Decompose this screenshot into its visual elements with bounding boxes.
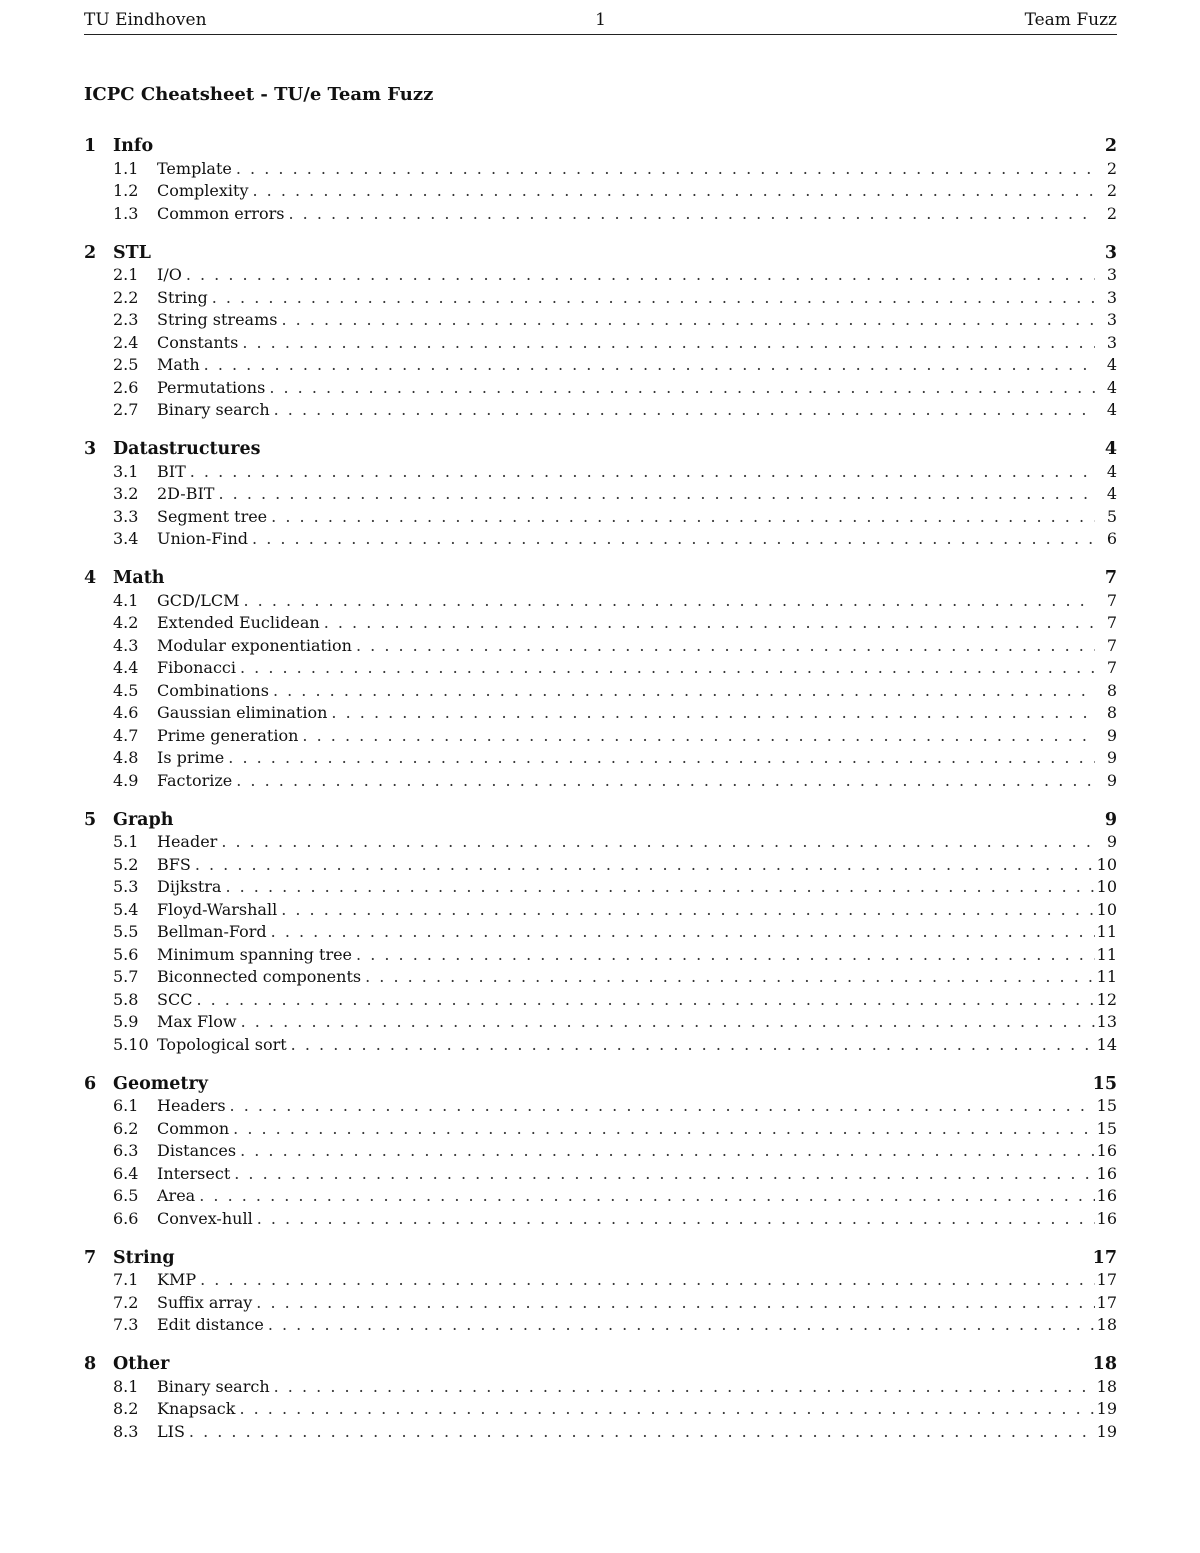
toc-subsection-entry[interactable] <box>84 483 1117 506</box>
document-title: ICPC Cheatsheet - TU/e Team Fuzz <box>84 84 434 105</box>
toc-subsection-title: SCC <box>157 989 193 1009</box>
toc-dot-leader <box>242 332 1095 355</box>
toc-subsection-entry[interactable] <box>84 332 1117 355</box>
toc-subsection-number: 4.5 <box>113 680 139 700</box>
toc-section-number: 5 <box>84 809 97 830</box>
toc-subsection-page: 10 <box>1096 899 1117 919</box>
toc-dot-leader <box>236 158 1095 181</box>
toc-subsection-number: 6.1 <box>113 1096 139 1115</box>
toc-subsection-number: 2.5 <box>113 355 139 374</box>
toc-dot-leader <box>289 203 1096 226</box>
toc-dot-leader <box>324 612 1095 635</box>
toc-subsection-number: 8.2 <box>113 1399 139 1418</box>
toc-subsection-entry[interactable] <box>84 354 1117 377</box>
toc-subsection-number: 1.3 <box>113 203 139 223</box>
toc-subsection-page: 4 <box>1106 355 1117 374</box>
toc-section-page: 2 <box>1104 136 1117 156</box>
toc-subsection-title: Permutations <box>157 377 266 397</box>
toc-subsection-page: 19 <box>1096 1399 1117 1418</box>
toc-subsection-entry[interactable] <box>84 1269 1117 1292</box>
toc-subsection-title: Gaussian elimination <box>157 703 328 722</box>
toc-subsection-page: 2 <box>1106 203 1117 223</box>
toc-subsection-entry[interactable] <box>84 264 1117 287</box>
toc-subsection-number: 4.7 <box>113 725 139 745</box>
toc-subsection-title: Complexity <box>157 181 249 200</box>
toc-subsection-page: 3 <box>1106 265 1117 284</box>
toc-subsection-page: 5 <box>1106 506 1117 526</box>
toc-subsection-title: Header <box>157 832 218 851</box>
toc-subsection-title: Knapsack <box>157 1399 236 1418</box>
toc-subsection-title: Topological sort <box>157 1034 287 1054</box>
toc-subsection-entry[interactable] <box>84 1208 1117 1231</box>
toc-dot-leader <box>302 725 1095 748</box>
toc-subsection-number: 8.3 <box>113 1421 139 1441</box>
toc-subsection-entry[interactable] <box>84 854 1117 877</box>
toc-subsection-entry[interactable] <box>84 944 1117 967</box>
toc-subsection-page: 2 <box>1106 181 1117 200</box>
toc-section-entry[interactable] <box>84 1353 1117 1376</box>
toc-subsection-number: 5.4 <box>113 899 139 919</box>
header-institution: TU Eindhoven <box>84 10 207 30</box>
toc-dot-leader <box>252 180 1095 203</box>
toc-subsection-number: 5.1 <box>113 832 139 851</box>
toc-dot-leader <box>244 590 1096 613</box>
toc-subsection-number: 5.6 <box>113 944 139 964</box>
toc-subsection-entry[interactable] <box>84 1185 1117 1208</box>
toc-dot-leader <box>186 264 1095 287</box>
toc-dot-leader <box>234 1163 1095 1186</box>
toc-dot-leader <box>281 309 1095 332</box>
toc-dot-leader <box>239 1398 1095 1421</box>
toc-subsection-page: 3 <box>1106 287 1117 307</box>
toc-subsection-page: 17 <box>1096 1270 1117 1289</box>
toc-section-number: 1 <box>84 136 97 156</box>
toc-subsection-entry[interactable] <box>84 528 1117 551</box>
toc-dot-leader <box>240 657 1095 680</box>
toc-section-entry[interactable] <box>84 1073 1117 1096</box>
toc-subsection-page: 11 <box>1096 922 1117 941</box>
toc-subsection-page: 3 <box>1106 332 1117 352</box>
toc-subsection-page: 15 <box>1096 1118 1117 1138</box>
toc-dot-leader <box>269 377 1095 400</box>
toc-subsection-title: Dijkstra <box>157 877 222 896</box>
toc-subsection-page: 8 <box>1106 680 1117 700</box>
page-header <box>84 8 1117 35</box>
toc-subsection-entry[interactable] <box>84 989 1117 1012</box>
toc-section-page: 15 <box>1092 1073 1117 1094</box>
toc-subsection-entry[interactable] <box>84 702 1117 725</box>
toc-section <box>84 242 1117 422</box>
toc-subsection-number: 4.6 <box>113 703 139 722</box>
toc-dot-leader <box>281 899 1095 922</box>
toc-section <box>84 809 1117 1057</box>
toc-subsection-number: 5.5 <box>113 922 139 941</box>
toc-subsection-entry[interactable] <box>84 635 1117 658</box>
toc-subsection-page: 10 <box>1096 854 1117 874</box>
toc-subsection-number: 8.1 <box>113 1376 139 1396</box>
toc-dot-leader <box>268 1314 1095 1337</box>
toc-subsection-number: 2.7 <box>113 400 139 419</box>
toc-subsection-title: Biconnected components <box>157 967 362 986</box>
toc-section-title: Datastructures <box>113 439 261 459</box>
toc-subsection-number: 4.3 <box>113 635 139 655</box>
toc-subsection-title: Math <box>157 355 200 374</box>
toc-section-page: 3 <box>1104 242 1117 263</box>
toc-subsection-number: 3.2 <box>113 484 139 503</box>
toc-subsection-number: 7.2 <box>113 1292 139 1312</box>
toc-section-page: 4 <box>1104 439 1117 459</box>
toc-subsection-entry[interactable] <box>84 506 1117 529</box>
toc-dot-leader <box>256 1292 1095 1315</box>
toc-subsection-number: 7.1 <box>113 1270 139 1289</box>
toc-subsection-page: 16 <box>1096 1163 1117 1183</box>
toc-subsection-title: Is prime <box>157 748 225 767</box>
toc-subsection-title: Union-Find <box>157 529 249 548</box>
toc-section-number: 8 <box>84 1354 97 1374</box>
toc-subsection-entry[interactable] <box>84 1292 1117 1315</box>
toc-section-title: Math <box>113 568 165 588</box>
toc-section-number: 4 <box>84 568 97 588</box>
toc-subsection-title: Constants <box>157 332 239 352</box>
toc-subsection-number: 6.4 <box>113 1163 139 1183</box>
toc-subsection-number: 5.8 <box>113 989 139 1009</box>
toc-subsection-title: LIS <box>157 1421 185 1441</box>
toc-section <box>84 438 1117 551</box>
toc-subsection-title: Binary search <box>157 400 270 419</box>
toc-subsection-number: 2.1 <box>113 265 139 284</box>
toc-subsection-number: 2.4 <box>113 332 139 352</box>
toc-subsection-title: Prime generation <box>157 725 299 745</box>
toc-section-entry[interactable] <box>84 438 1117 461</box>
toc-section-number: 3 <box>84 439 97 459</box>
toc-subsection-number: 2.3 <box>113 310 139 329</box>
toc-subsection-entry[interactable] <box>84 966 1117 989</box>
toc-dot-leader <box>228 747 1095 770</box>
toc-subsection-page: 9 <box>1106 832 1117 851</box>
toc-subsection-entry[interactable] <box>84 1095 1117 1118</box>
toc-subsection-page: 12 <box>1096 989 1117 1009</box>
toc-dot-leader <box>218 483 1095 506</box>
toc-subsection-entry[interactable] <box>84 1314 1117 1337</box>
toc-subsection-page: 4 <box>1106 400 1117 419</box>
toc-subsection-entry[interactable] <box>84 876 1117 899</box>
toc-subsection-page: 9 <box>1106 725 1117 745</box>
toc-subsection-number: 6.3 <box>113 1141 139 1160</box>
toc-section-title: Other <box>113 1354 170 1374</box>
toc-section-entry[interactable] <box>84 1247 1117 1270</box>
toc-subsection-title: Floyd-Warshall <box>157 899 278 919</box>
toc-subsection-title: KMP <box>157 1270 197 1289</box>
toc-section <box>84 567 1117 792</box>
toc-subsection-number: 5.3 <box>113 877 139 896</box>
toc-subsection-number: 6.2 <box>113 1118 139 1138</box>
toc-dot-leader <box>356 635 1095 658</box>
toc-dot-leader <box>271 506 1095 529</box>
toc-section-entry[interactable] <box>84 567 1117 590</box>
toc-dot-leader <box>233 1118 1095 1141</box>
toc-subsection-page: 14 <box>1096 1034 1117 1054</box>
toc-section-entry[interactable] <box>84 242 1117 265</box>
toc-section-entry[interactable] <box>84 809 1117 832</box>
toc-subsection-page: 9 <box>1106 748 1117 767</box>
toc-section <box>84 135 1117 225</box>
toc-dot-leader <box>199 1185 1095 1208</box>
toc-subsection-page: 7 <box>1106 658 1117 677</box>
toc-dot-leader <box>195 854 1095 877</box>
toc-section-number: 2 <box>84 242 97 263</box>
toc-dot-leader <box>273 680 1095 703</box>
toc-subsection-title: Minimum spanning tree <box>157 944 353 964</box>
toc-section-title: Geometry <box>113 1073 208 1094</box>
toc-subsection-title: Headers <box>157 1096 226 1115</box>
toc-subsection-page: 7 <box>1106 613 1117 632</box>
toc-subsection-title: String <box>157 287 208 307</box>
toc-subsection-title: Area <box>157 1186 196 1205</box>
toc-subsection-title: Common <box>157 1118 230 1138</box>
toc-dot-leader <box>241 1011 1095 1034</box>
toc-subsection-entry[interactable] <box>84 1140 1117 1163</box>
toc-section-page: 17 <box>1092 1247 1117 1268</box>
toc-subsection-entry[interactable] <box>84 1163 1117 1186</box>
toc-subsection-entry[interactable] <box>84 1398 1117 1421</box>
toc-subsection-title: Combinations <box>157 680 269 700</box>
toc-section-title: Info <box>113 136 154 156</box>
toc-subsection-title: I/O <box>157 265 182 284</box>
toc-section-page: 7 <box>1104 568 1117 588</box>
toc-subsection-entry[interactable] <box>84 399 1117 422</box>
toc-subsection-number: 5.10 <box>113 1034 149 1054</box>
toc-subsection-title: Binary search <box>157 1376 270 1396</box>
toc-dot-leader <box>271 921 1095 944</box>
toc-dot-leader <box>196 989 1095 1012</box>
toc-subsection-entry[interactable] <box>84 158 1117 181</box>
toc-subsection-entry[interactable] <box>84 725 1117 748</box>
toc-subsection-number: 5.2 <box>113 854 139 874</box>
toc-dot-leader <box>236 770 1095 793</box>
toc-dot-leader <box>356 944 1095 967</box>
toc-dot-leader <box>225 876 1095 899</box>
toc-subsection-title: Suffix array <box>157 1292 253 1312</box>
toc-subsection-entry[interactable] <box>84 770 1117 793</box>
toc-subsection-title: Template <box>157 158 232 178</box>
toc-subsection-title: Common errors <box>157 203 285 223</box>
toc-section-page: 18 <box>1092 1354 1117 1374</box>
header-team: Team Fuzz <box>1024 10 1117 30</box>
toc-subsection-number: 3.4 <box>113 529 139 548</box>
toc-subsection-page: 16 <box>1096 1186 1117 1205</box>
toc-dot-leader <box>230 1095 1095 1118</box>
toc-subsection-number: 6.6 <box>113 1208 139 1228</box>
toc-dot-leader <box>189 1421 1095 1444</box>
toc-subsection-page: 9 <box>1106 770 1117 790</box>
toc-subsection-number: 4.8 <box>113 748 139 767</box>
toc-subsection-page: 18 <box>1096 1315 1117 1334</box>
table-of-contents <box>84 135 1117 1460</box>
toc-section-number: 7 <box>84 1247 97 1268</box>
toc-subsection-title: 2D-BIT <box>157 484 215 503</box>
toc-subsection-title: String streams <box>157 310 278 329</box>
toc-subsection-entry[interactable] <box>84 1011 1117 1034</box>
toc-subsection-title: Max Flow <box>157 1012 237 1031</box>
toc-subsection-page: 10 <box>1096 877 1117 896</box>
toc-subsection-entry[interactable] <box>84 309 1117 332</box>
toc-dot-leader <box>190 461 1095 484</box>
toc-subsection-number: 1.1 <box>113 158 139 178</box>
toc-subsection-entry[interactable] <box>84 612 1117 635</box>
toc-subsection-title: BIT <box>157 461 186 481</box>
toc-section <box>84 1247 1117 1337</box>
toc-subsection-title: Convex-hull <box>157 1208 253 1228</box>
toc-subsection-page: 15 <box>1096 1096 1117 1115</box>
toc-subsection-entry[interactable] <box>84 899 1117 922</box>
toc-subsection-title: Bellman-Ford <box>157 922 267 941</box>
toc-section <box>84 1353 1117 1443</box>
toc-subsection-entry[interactable] <box>84 1118 1117 1141</box>
toc-subsection-entry[interactable] <box>84 1376 1117 1399</box>
toc-dot-leader <box>240 1140 1095 1163</box>
toc-dot-leader <box>257 1208 1095 1231</box>
toc-subsection-title: Distances <box>157 1141 237 1160</box>
toc-subsection-page: 11 <box>1096 944 1117 964</box>
toc-subsection-number: 4.9 <box>113 770 139 790</box>
toc-subsection-title: Modular exponentiation <box>157 635 352 655</box>
toc-subsection-number: 4.1 <box>113 590 139 610</box>
toc-subsection-entry[interactable] <box>84 657 1117 680</box>
toc-subsection-page: 7 <box>1106 590 1117 610</box>
toc-subsection-title: GCD/LCM <box>157 590 240 610</box>
toc-subsection-page: 3 <box>1106 310 1117 329</box>
toc-subsection-title: BFS <box>157 854 191 874</box>
toc-subsection-entry[interactable] <box>84 1034 1117 1057</box>
toc-dot-leader <box>274 399 1095 422</box>
toc-section <box>84 1073 1117 1231</box>
toc-section-title: String <box>113 1247 175 1268</box>
toc-subsection-number: 3.3 <box>113 506 139 526</box>
toc-subsection-number: 5.9 <box>113 1012 139 1031</box>
toc-subsection-page: 17 <box>1096 1292 1117 1312</box>
toc-subsection-number: 2.6 <box>113 377 139 397</box>
toc-dot-leader <box>331 702 1095 725</box>
toc-section-number: 6 <box>84 1073 97 1094</box>
toc-subsection-page: 16 <box>1096 1208 1117 1228</box>
toc-subsection-number: 4.4 <box>113 658 139 677</box>
toc-subsection-entry[interactable] <box>84 461 1117 484</box>
toc-subsection-number: 4.2 <box>113 613 139 632</box>
toc-subsection-entry[interactable] <box>84 203 1117 226</box>
toc-subsection-page: 11 <box>1096 967 1117 986</box>
toc-dot-leader <box>221 831 1095 854</box>
toc-subsection-page: 13 <box>1096 1012 1117 1031</box>
toc-subsection-title: Segment tree <box>157 506 268 526</box>
toc-subsection-entry[interactable] <box>84 287 1117 310</box>
toc-dot-leader <box>200 1269 1095 1292</box>
toc-subsection-page: 4 <box>1106 377 1117 397</box>
toc-dot-leader <box>274 1376 1095 1399</box>
toc-subsection-number: 6.5 <box>113 1186 139 1205</box>
toc-subsection-number: 7.3 <box>113 1315 139 1334</box>
toc-dot-leader <box>365 966 1095 989</box>
toc-subsection-entry[interactable] <box>84 1421 1117 1444</box>
toc-subsection-number: 5.7 <box>113 967 139 986</box>
toc-subsection-number: 2.2 <box>113 287 139 307</box>
toc-dot-leader <box>204 354 1095 377</box>
toc-subsection-title: Factorize <box>157 770 233 790</box>
toc-subsection-title: Fibonacci <box>157 658 236 677</box>
toc-subsection-page: 19 <box>1096 1421 1117 1441</box>
toc-subsection-page: 16 <box>1096 1141 1117 1160</box>
toc-subsection-number: 3.1 <box>113 461 139 481</box>
toc-subsection-number: 1.2 <box>113 181 139 200</box>
toc-subsection-entry[interactable] <box>84 680 1117 703</box>
toc-subsection-page: 4 <box>1106 461 1117 481</box>
toc-section-page: 9 <box>1104 809 1117 830</box>
toc-subsection-entry[interactable] <box>84 831 1117 854</box>
toc-subsection-page: 7 <box>1106 635 1117 655</box>
toc-subsection-page: 2 <box>1106 158 1117 178</box>
toc-subsection-page: 8 <box>1106 703 1117 722</box>
toc-subsection-title: Extended Euclidean <box>157 613 320 632</box>
toc-subsection-entry[interactable] <box>84 747 1117 770</box>
toc-dot-leader <box>291 1034 1095 1057</box>
header-page-number: 1 <box>595 10 606 30</box>
toc-subsection-page: 4 <box>1106 484 1117 503</box>
toc-subsection-entry[interactable] <box>84 377 1117 400</box>
toc-dot-leader <box>212 287 1095 310</box>
toc-subsection-entry[interactable] <box>84 590 1117 613</box>
toc-section-title: Graph <box>113 809 174 830</box>
toc-section-title: STL <box>113 242 151 263</box>
toc-subsection-entry[interactable] <box>84 180 1117 203</box>
toc-subsection-entry[interactable] <box>84 921 1117 944</box>
toc-subsection-title: Intersect <box>157 1163 231 1183</box>
toc-section-entry[interactable] <box>84 135 1117 158</box>
toc-subsection-page: 18 <box>1096 1376 1117 1396</box>
toc-dot-leader <box>252 528 1095 551</box>
toc-subsection-page: 6 <box>1106 529 1117 548</box>
toc-subsection-title: Edit distance <box>157 1315 264 1334</box>
